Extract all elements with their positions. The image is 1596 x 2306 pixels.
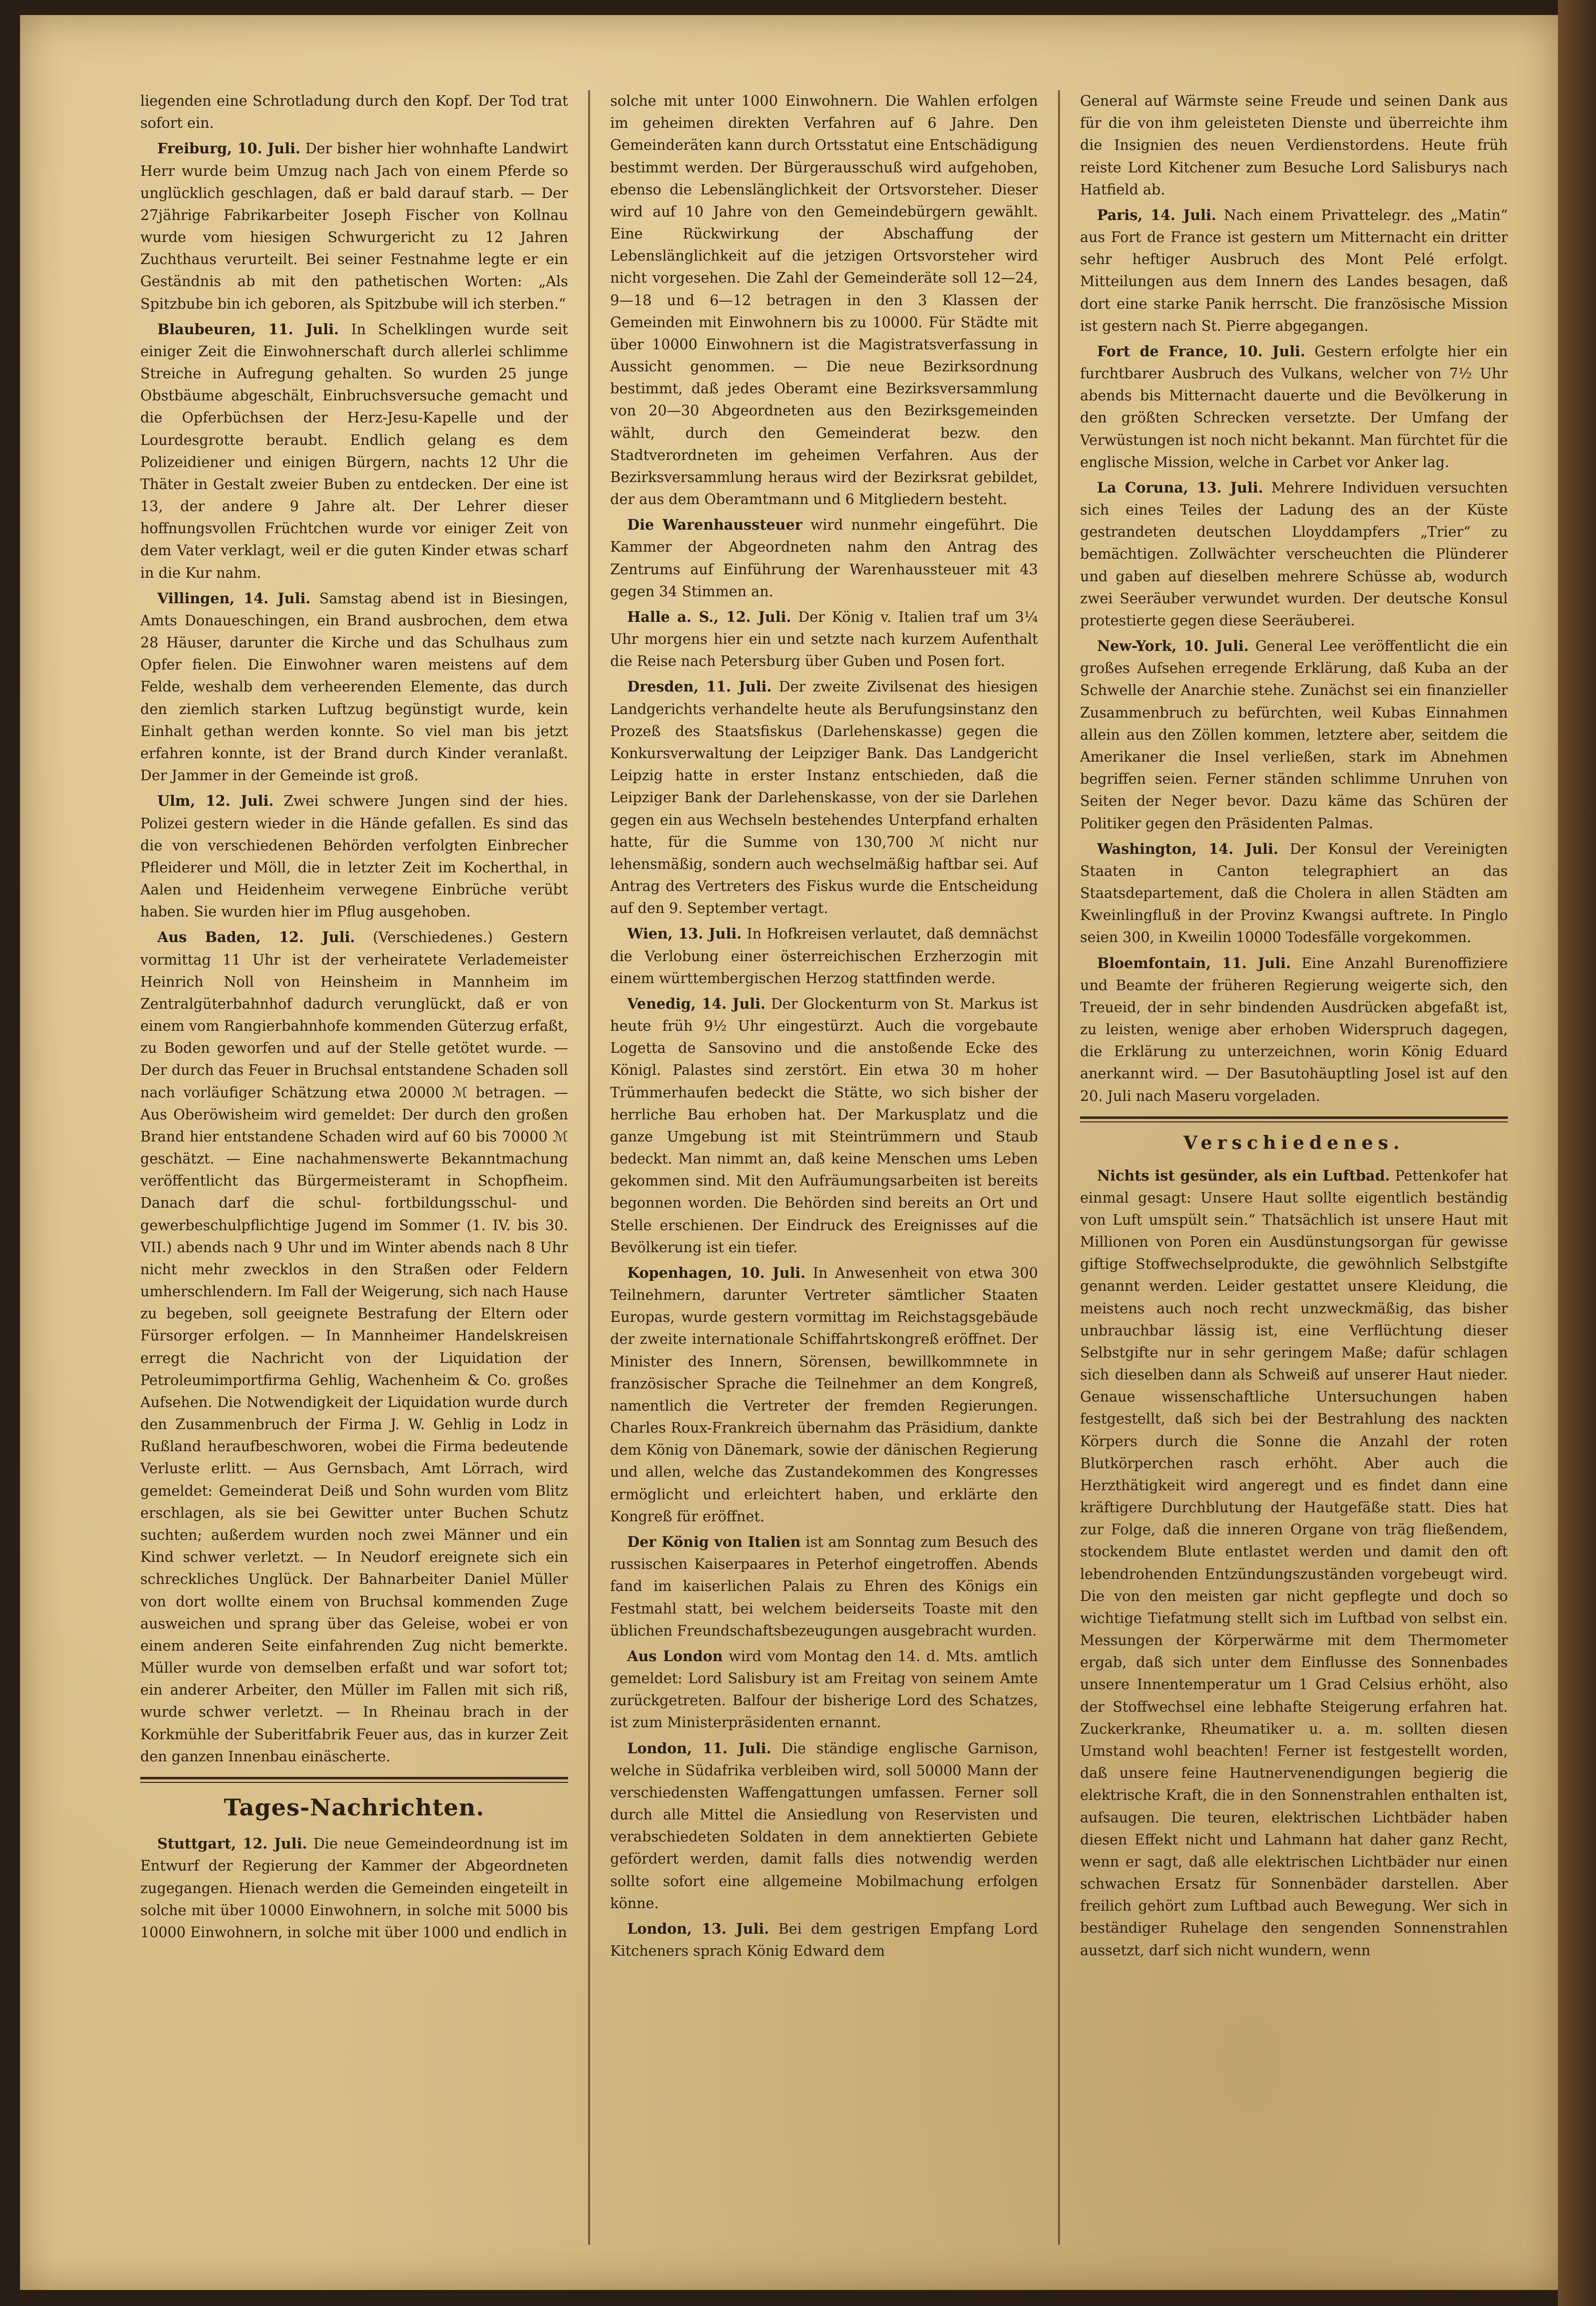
article-paragraph (610, 1737, 1038, 1915)
article-text: Der Konsul der Vereinigten Staaten in Canton telegraphiert an das Staatsdepartement, daß die Cholera in allen Städten am Kweinlingfluß in der Provinz Kwangsi auftrete. In Pinglo seien 300, in Kweilin 10000 Todesfälle vorgekommen. (1080, 840, 1508, 946)
article-text: ist am Sonntag zum Besuch des russischen Kaiserpaares in Peterhof eingetroffen. Abends fand im kaiserlichen Palais zu Ehren des Königs ein Festmahl statt, bei welchem beiderseits Toaste mit den üblichen Freundschaftsbezeugungen ausgebracht wurden. (610, 1534, 1038, 1639)
newspaper-page (20, 15, 1558, 2290)
article-paragraph (1080, 340, 1508, 474)
dateline: Stuttgart, 12. Juli. (157, 1835, 308, 1853)
article-text: (Verschiedenes.) Gestern vormittag 11 Uhr ist der verheiratete Verlademeister Heinrich Noll von Heinsheim in Mannheim im Zentralgüterbahnhof dadurch verunglückt, daß er von einem vom Rangierbahnhofe kommenden Güterzug erfaßt, zu Boden geworfen und auf der Stelle getötet wurde. — Der durch das Feuer in Bruchsal entstandene Schaden soll nach vorläufiger Schätzung etwa 20000 ℳ betragen. — Aus Oberöwisheim wird gemeldet: Der durch den großen Brand hier entstandene Schaden wird auf 60 bis 70000 ℳ geschätzt. — Eine nachahmenswerte Bekanntmachung veröffentlicht das Bürgermeisteramt in Schopfheim. Danach darf die schul- fortbildungsschul- und gewerbeschulpflichtige Jugend im Sommer (1. IV. bis 30. VII.) abends nach 9 Uhr und im Winter abends nach 8 Uhr nicht mehr zwecklos in den Straßen oder Feldern umherschlendern. Im Fall der Weigerung, sich nach Hause zu begeben, soll geeignete Bestrafung der Eltern oder Fürsorger erfolgen. — In Mannheimer Handelskreisen erregt die Nachricht von der Liquidation der Petroleumimportfirma Gehlig, Wachenheim & Co. großes Aufsehen. Die Notwendigkeit der Liquidation wurde durch den Zusammenbruch der Firma J. W. Gehlig in Lodz in Rußland heraufbeschworen, wobei die Firma bedeutende Verluste erlitt. — Aus Gernsbach, Amt Lörrach, wird gemeldet: Gemeinderat Deiß und Sohn wurden vom Blitz erschlagen, als sie bei Gewitter unter Buchen Schutz suchten; außerdem wurden noch zwei Männer und ein Kind schwer verletzt. — In Neudorf ereignete sich ein schreckliches Unglück. Der Bahnarbeiter Daniel Müller von dort wollte einem von Bruchsal kommenden Zuge ausweichen und sprang über das Geleise, wobei er von einem anderen Seite einfahrenden Zug nicht bemerkte. Müller wurde von demselben erfaßt und war sofort tot; ein anderer Arbeiter, den Müller im Fallen mit sich riß, wurde schwer verletzt. — In Rheinau brach in der Korkmühle der Suberitfabrik Feuer aus, das in kurzer Zeit den ganzen Innenbau einäscherte. (140, 929, 568, 1765)
article-paragraph (1080, 477, 1508, 632)
article-text: In Schelklingen wurde seit einiger Zeit die Einwohnerschaft durch allerlei schlimme Streiche in Aufregung gehalten. So wurden 25 junge Obstbäume abgeschält, Einbruchsversuche gemacht und die Opferbüchsen der Herz-Jesu-Kapelle und der Lourdesgrotte beraubt. Endlich gelang es dem Polizeidiener und einigen Bürgern, nachts 12 Uhr die Thäter in Gestalt zweier Buben zu entdecken. Der eine ist 13, der andere 9 Jahre alt. Der Lehrer dieser hoffnungsvollen Früchtchen wurde vor einiger Zeit von dem Vater verklagt, weil er die guten Kinder etwas scharf in die Kur nahm. (140, 321, 568, 581)
article-text: Der zweite Zivilsenat des hiesigen Landgerichts verhandelte heute als Berufungsinstanz den Prozeß des Staatsfiskus (Darlehenskasse) gegen die Konkursverwaltung der Leipziger Bank. Das Landgericht Leipzig hatte in erster Instanz entschieden, daß die Leipziger Bank der Darlehenskasse, von der sie Darlehen gegen ein aus Wechseln bestehendes Unterpfand erhalten hatte, für die Summe von 130,700 ℳ nicht nur lehensmäßig, sondern auch wechselmäßig haftbar sei. Auf Antrag des Vertreters des Fiskus wurde die Entscheidung auf den 9. September vertagt. (610, 678, 1038, 917)
section-separator (1080, 1116, 1508, 1122)
article-paragraph (610, 1262, 1038, 1528)
article-paragraph (610, 90, 1038, 511)
dateline: Washington, 14. Juli. (1097, 840, 1278, 857)
article-text: Der Glockenturm von St. Markus ist heute früh 9½ Uhr eingestürzt. Auch die vorgebaute Logetta de Sansovino und die anstoßende Ecke des Königl. Palastes sind zerstört. Ein etwa 30 m hoher Trümmerhaufen bedeckt die Stätte, wo sich bisher der herrliche Bau erhoben hat. Der Markusplatz und die ganze Umgebung ist mit Steintrümmern und Staub bedeckt. Man nimmt an, daß keine Menschen ums Leben gekommen sind. Mit den Aufräumungsarbeiten ist bereits begonnen worden. Die Behörden sind bereits an Ort und Stelle erschienen. Der Eindruck des Ereignisses auf die Bevölkerung ist ein tiefer. (610, 995, 1038, 1256)
article-paragraph (140, 790, 568, 923)
dateline: Nichts ist gesünder, als ein Luftbad. (1097, 1167, 1390, 1184)
article-paragraph (610, 514, 1038, 603)
dateline: Aus London (627, 1647, 723, 1665)
binding-edge (1558, 0, 1596, 2306)
article-paragraph (610, 923, 1038, 990)
article-paragraph (140, 90, 568, 134)
article-text: Die neue Gemeindeordnung ist im Entwurf der Regierung der Kammer der Abgeordneten zugegangen. Hienach werden die Gemeinden eingeteilt in solche mit über 10000 Einwohnern, in solche mit 5000 bis 10000 Einwohnern, in solche mit über 1000 und endlich in (140, 1835, 568, 1941)
article-paragraph (1080, 1165, 1508, 1962)
article-paragraph (140, 318, 568, 584)
dateline: Freiburg, 10. Juli. (157, 140, 301, 157)
article-text: General Lee veröffentlicht die ein großes Aufsehen erregende Erklärung, daß Kuba an der Schwelle der Anarchie stehe. Zunächst sei ein finanzieller Zusammenbruch zu befürchten, weil Kubas Einnahmen allein aus den Zöllen kommen, letztere aber, seitdem die Amerikaner die Insel verließen, stark im Abnehmen begriffen seien. Ferner ständen schlimme Unruhen von Seiten der Neger bevor. Dazu käme das Schüren der Politiker gegen den Präsidenten Palmas. (1080, 638, 1508, 832)
article-paragraph (610, 675, 1038, 919)
dateline: Halle a. S., 12. Juli. (627, 608, 791, 625)
article-text: solche mit unter 1000 Einwohnern. Die Wahlen erfolgen im geheimen direkten Verfahren auf 6 Jahre. Den Gemeinderäten kann durch Ortsstatut eine Entschädigung bestimmt werden. Der Bürgerausschuß wird aufgehoben, ebenso die Lebenslänglichkeit der Ortsvorsteher. Dieser wird auf 10 Jahre von den Gemeindebürgern gewählt. Eine Rückwirkung der Abschaffung der Lebenslänglichkeit auf die jetzigen Ortsvorsteher wird nicht vorgesehen. Die Zahl der Gemeinderäte soll 12—24, 9—18 und 6—12 betragen in den 3 Klassen der Gemeinden mit Einwohnern bis zu 10000. Für Städte mit über 10000 Einwohnern ist die Magistratsverfassung in Aussicht genommen. — Die neue Bezirksordnung bestimmt, daß jedes Oberamt eine Bezirksversammlung von 20—30 Abgeordneten aus den Bezirksgemeinden wählt, durch den Gemeinderat bezw. den Stadtverordneten im geheimen Verfahren. Aus der Bezirksversammlung heraus wird der Bezirksrat gebildet, der aus dem Oberamtmann und 6 Mitgliedern besteht. (610, 93, 1038, 508)
section-heading: Tages-Nachrichten. (223, 1793, 485, 1821)
article-paragraph (610, 1645, 1038, 1734)
article-text: Samstag abend ist in Biesingen, Amts Donaueschingen, ein Brand ausbrochen, dem etwa 28 Häuser, darunter die Kirche und das Schulhaus zum Opfer fielen. Die Einwohner waren meistens auf dem Felde, weshalb dem verheerenden Elemente, das durch den ziemlich starken Luftzug begünstigt wurde, kein Einhalt gethan werden konnte. So viel man bis jetzt erfahren konnte, ist der Brand durch Kinder veranlaßt. Der Jammer in der Gemeinde ist groß. (140, 590, 568, 784)
columns (140, 90, 1508, 2245)
article-text: In Hofkreisen verlautet, daß demnächst die Verlobung einer österreichischen Erzherzogin mit einem württembergischen Herzog stattfinden werde. (610, 926, 1038, 987)
article-paragraph (610, 606, 1038, 673)
article-paragraph (610, 1531, 1038, 1642)
article-paragraph (1080, 204, 1508, 337)
dateline: Wien, 13. Juli. (627, 925, 742, 943)
section-separator (140, 1777, 568, 1783)
article-paragraph (1080, 952, 1508, 1107)
section-heading: Verschiedenes. (1183, 1132, 1405, 1154)
article-text: wird nunmehr eingeführt. Die Kammer der Abgeordneten nahm den Antrag des Zentrums auf Einführung der Warenhaussteuer mit 43 gegen 34 Stimmen an. (610, 517, 1038, 600)
article-paragraph (140, 1832, 568, 1944)
article-text: Pettenkofer hat einmal gesagt: Unsere Haut sollte eigentlich beständig von Luft umspült sein.“ Thatsächlich ist unsere Haut mit Millionen von Poren ein Ausdünstungsorgan für gewisse giftige Stoffwechselprodukte, die gewöhnlich Selbstgifte genannt werden. Leider gestattet unsere Kleidung, die meistens auch noch recht unzweckmäßig, das bisher unbrauchbar lässig ist, eine Verflüchtung dieser Selbstgifte nur in sehr geringem Maße; dafür schlagen sich dieselben dann als Schweiß auf unserer Haut nieder. Genaue wissenschaftliche Untersuchungen haben festgestellt, daß sich bei der Bestrahlung des nackten Körpers durch die Sonne die Anzahl der roten Blutkörperchen rasch erhöht. Aber auch die Herzthätigkeit wird angeregt und es findet dann eine kräftigere Durchblutung der Hautgefäße statt. Dies hat zur Folge, daß die inneren Organe von träg fließendem, stockendem Blute entlastet werden und damit den oft lebendrohenden Entzündungszuständen vorgebeugt wird. Die von den meisten gar nicht gepflegte und doch so wichtige Tiefatmung stellt sich im Luftbad von selbst ein. Messungen der Körperwärme mit dem Thermometer ergab, daß sich unter dem Einflusse des Sonnenbades unsere Innentemperatur um 1 Grad Celsius erhöht, also der Stoffwechsel eine lebhafte Steigerung erfahren hat. Zuckerkranke, Rheumatiker u. a. m. sollten diesen Umstand wohl beachten! Ferner ist festgestellt worden, daß unsere feine Hautnervenendigungen begierig die elektrische Kraft, die in den Sonnenstrahlen enthalten ist, aufsaugen. Die teuren, elektrischen Lichtbäder haben diesen Effekt nicht und Lahmann hat daher ganz Recht, wenn er sagt, daß alle elektrischen Lichtbäder nur einen schwachen Ersatz für Sonnenbäder darstellen. Aber freilich gehört zum Luftbad auch Bewegung. Wer sich in beständiger Ruhelage den sengenden Sonnenstrahlen aussetzt, darf sich nicht wundern, wenn (1080, 1167, 1508, 1959)
article-text: Der König v. Italien traf um 3¼ Uhr morgens hier ein und setzte nach kurzem Aufenthalt die Reise nach Petersburg über Guben und Posen fort. (610, 608, 1038, 670)
dateline: Der König von Italien (627, 1533, 801, 1550)
column-middle (610, 90, 1038, 2245)
dateline: Aus Baden, 12. Juli. (157, 929, 355, 946)
column-right (1080, 90, 1508, 2245)
dateline: Ulm, 12. Juli. (157, 792, 274, 810)
article-text: Die ständige englische Garnison, welche in Südafrika verbleiben wird, soll 50000 Mann der verschiedensten Waffengattungen umfassen. Ferner soll durch alle Mittel die Ansiedlung von Reservisten und verabschiedeten Soldaten in dem annektierten Gebiete gefördert werden, damit falls dies notwendig werden sollte sofort eine allgemeine Mobilmachung erfolgen könne. (610, 1740, 1038, 1912)
article-paragraph (610, 993, 1038, 1259)
article-text: wird vom Montag den 14. d. Mts. amtlich gemeldet: Lord Salisbury ist am Freitag von seinem Amte zurückgetreten. Balfour der bisherige Lord des Schatzes, ist zum Ministerpräsidenten ernannt. (610, 1648, 1038, 1731)
dateline: Kopenhagen, 10. Juli. (627, 1264, 806, 1281)
dateline: New-York, 10. Juli. (1097, 637, 1249, 655)
dateline: La Coruna, 13. Juli. (1097, 479, 1263, 496)
dateline: Blaubeuren, 11. Juli. (157, 320, 339, 338)
dateline: London, 11. Juli. (627, 1739, 771, 1757)
article-text: Nach einem Privattelegr. des „Matin“ aus Fort de France ist gestern um Mitternacht ein dritter sehr heftiger Ausbruch des Mont Pelé erfolgt. Mitteilungen aus dem Innern des Landes besagen, daß dort eine starke Panik herrscht. Die französische Mission ist gestern nach St. Pierre abgegangen. (1080, 206, 1508, 334)
article-paragraph (140, 587, 568, 787)
article-paragraph (1080, 90, 1508, 201)
article-text: General auf Wärmste seine Freude und seinen Dank aus für die von ihm geleisteten Dienste und überreichte ihm die Insignien des neuen Verdienstordens. Heute früh reiste Lord Kitchener zum Besuche Lord Salisburys nach Hatfield ab. (1080, 93, 1508, 198)
article-text: Eine Anzahl Burenoffiziere und Beamte der früheren Regierung weigerte sich, den Treueid, der in sehr bindenden Ausdrücken abgefaßt ist, zu leisten, wenige aber erhoben Widerspruch dagegen, die Erklärung zu unterzeichnen, worin König Eduard anerkannt wird. — Der Basutohäuptling Josel ist auf den 20. Juli nach Maseru vorgeladen. (1080, 955, 1508, 1104)
dateline: Paris, 14. Juli. (1097, 206, 1216, 223)
dateline: Die Warenhaussteuer (627, 516, 803, 534)
article-paragraph (140, 926, 568, 1768)
article-paragraph (1080, 635, 1508, 835)
article-text: Mehrere Individuen versuchten sich eines Teiles der Ladung des an der Küste gestrandeten deutschen Lloyddampfers „Trier“ zu bemächtigen. Zollwächter verscheuchten die Plünderer und gaben auf dieselben mehrere Schüsse ab, wodurch zwei Seeräuber verwundet wurden. Der deutsche Konsul protestierte gegen diese Seeräuberei. (1080, 479, 1508, 629)
column-rule (1058, 90, 1060, 2245)
dateline: Bloemfontain, 11. Juli. (1097, 954, 1291, 972)
dateline: Dresden, 11. Juli. (627, 678, 772, 696)
dateline: Villingen, 14. Juli. (157, 589, 311, 607)
article-paragraph (140, 137, 568, 315)
article-paragraph (1080, 838, 1508, 949)
article-paragraph (610, 1918, 1038, 1962)
column-rule (588, 90, 590, 2245)
dateline: Venedig, 14. Juli. (627, 995, 766, 1012)
article-text: Der bisher hier wohnhafte Landwirt Herr wurde beim Umzug nach Jach von einem Pferde so unglücklich geschlagen, daß er bald darauf starb. — Der 27jährige Fabrikarbeiter Joseph Fischer von Kollnau wurde vom hiesigen Schwurgericht zu 12 Jahren Zuchthaus verurteilt. Bei seiner Festnahme legte er ein Geständnis ab mit den pathetischen Worten: „Als Spitzbube bin ich geboren, als Spitzbube will ich sterben.“ (140, 140, 568, 312)
article-text: Zwei schwere Jungen sind der hies. Polizei gestern wieder in die Hände gefallen. Es sind das die von verschiedenen Behörden verfolgten Einbrecher Pfleiderer und Möll, die in letzter Zeit im Kocherthal, in Aalen und Heidenheim verwegene Einbrüche verübt haben. Sie wurden hier im Pflug ausgehoben. (140, 793, 568, 920)
dateline: London, 13. Juli. (627, 1920, 769, 1937)
article-text: In Anwesenheit von etwa 300 Teilnehmern, darunter Vertreter sämtlicher Staaten Europas, wurde gestern vormittag im Reichstagsgebäude der zweite internationale Schiffahrtskongreß eröffnet. Der Minister des Innern, Sörensen, bewillkommnete in französischer Sprache die Teilnehmer an dem Kongreß, namentlich die Vertreter der fremden Regierungen. Charles Roux-Frankreich übernahm das Präsidium, dankte dem König von Dänemark, sowie der dänischen Regierung und allen, welche das Zustandekommen des Kongresses ermöglicht und erleichtert haben, und erklärte den Kongreß für eröffnet. (610, 1264, 1038, 1525)
article-text: liegenden eine Schrotladung durch den Kopf. Der Tod trat sofort ein. (140, 93, 568, 132)
article-text: Gestern erfolgte hier ein furchtbarer Ausbruch des Vulkans, welcher von 7½ Uhr abends bis Mitternacht dauerte und die Bevölkerung in den größten Schrecken versetzte. Der Umfang der Verwüstungen ist noch nicht bekannt. Man fürchtet für die englische Mission, welche in Carbet vor Anker lag. (1080, 343, 1508, 471)
column-left (140, 90, 568, 2245)
article-text: Bei dem gestrigen Empfang Lord Kitcheners sprach König Edward dem (610, 1920, 1038, 1960)
dateline: Fort de France, 10. Juli. (1097, 342, 1305, 360)
